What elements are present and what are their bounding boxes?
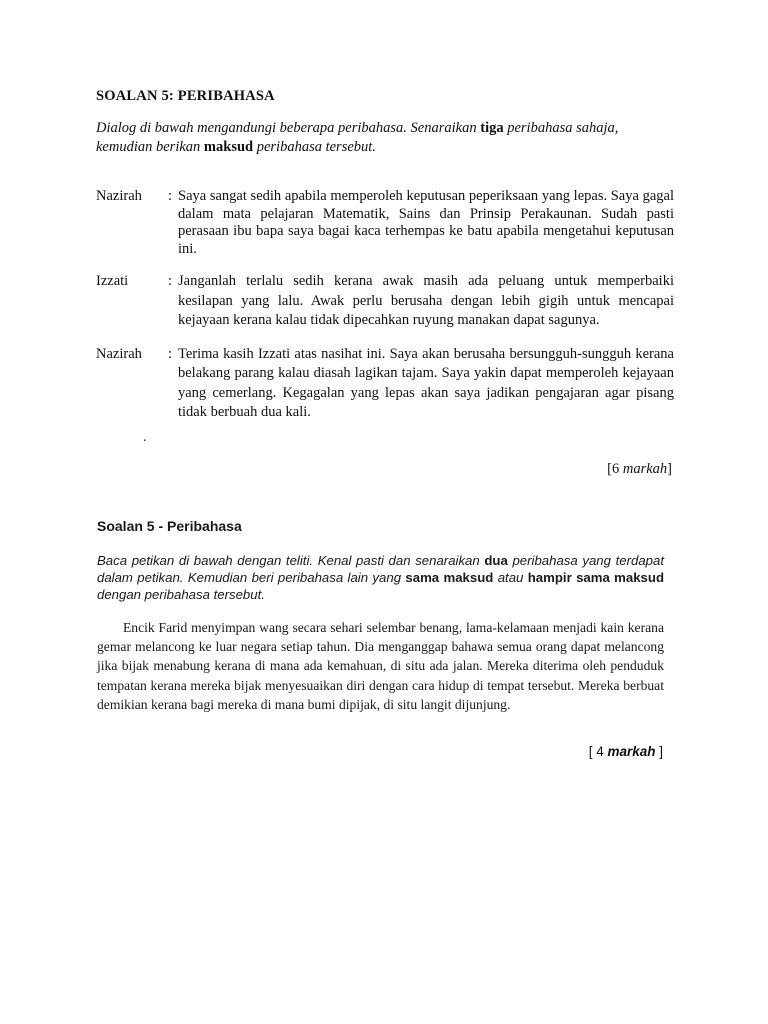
- instruction-emphasis: hampir sama maksud: [527, 570, 664, 585]
- instruction-text: peribahasa sahaja, kemudian berikan: [96, 120, 619, 155]
- dialog-line: [96, 345, 674, 423]
- instruction-emphasis: tiga: [480, 120, 504, 136]
- marks-word: markah: [607, 744, 656, 759]
- speaker-colon: :: [168, 273, 173, 289]
- question-section-1: [96, 88, 674, 437]
- speaker-name: Nazirah: [96, 345, 142, 362]
- instruction-emphasis: dua: [484, 553, 508, 568]
- instruction-emphasis: maksud: [203, 139, 254, 155]
- instruction-text: dengan peribahasa tersebut.: [97, 587, 265, 602]
- marks-label: [589, 744, 663, 759]
- marks-bracket: [ 4: [588, 744, 608, 759]
- question-section-2: [97, 518, 664, 714]
- dialog-text: Janganlah terlalu sedih kerana awak masih ada peluang untuk memperbaiki kesilapan yang lalu. Awak perlu berusaha dengan lebih gigih untuk mencapai kejayaan kerana kalau tidak dipecahkan ruyung manakan dapat sagunya.: [178, 273, 674, 328]
- speaker-colon: :: [168, 345, 173, 362]
- dialog-text: Terima kasih Izzati atas nasihat ini. Saya akan berusaha bersungguh-sungguh kerana belakang parang kalau diasah lagikan tajam. Saya yakin dapat memperoleh kejayaan yang cemerlang. Kegagalan yang lepas akan saya jadikan pengajaran agar pisang tidak berbuah dua kali.: [178, 345, 674, 420]
- question-title: SOALAN 5: PERIBAHASA: [96, 88, 275, 104]
- question-title: Soalan 5 - Peribahasa: [97, 518, 242, 534]
- marks-bracket: ]: [667, 461, 672, 477]
- dialog-line: [96, 272, 674, 331]
- marks-word: markah: [622, 461, 668, 477]
- dialog-line: [96, 188, 674, 258]
- marks-label: [607, 461, 672, 478]
- passage-text: Encik Farid menyimpan wang secara sehari selembar benang, lama-kelamaan menjadi kain kerana gemar melancong ke luar negara setiap tahun. Dia menganggap bahawa semua orang dapat melancong jika bijak menabung kerana di mana ada kemahuan, di situ ada jalan. Mereka diterima oleh penduduk tempatan kerana mereka bijak menyesuaikan diri dengan cara hidup di tempat tersebut. Mereka berbuat demikian kerana bagi mereka di mana bumi dipijak, di situ langit dijunjung.: [97, 620, 664, 712]
- instruction-emphasis: sama maksud: [405, 570, 494, 585]
- speaker-name: Nazirah: [96, 188, 142, 204]
- speaker-name: Izzati: [96, 273, 129, 289]
- marks-bracket: ]: [655, 744, 663, 759]
- instruction-text: Baca petikan di bawah dengan teliti. Kenal pasti dan senaraikan: [97, 553, 485, 568]
- instruction-text: atau: [493, 570, 528, 585]
- instruction-text: peribahasa tersebut.: [253, 139, 376, 155]
- stray-mark: .: [143, 430, 147, 445]
- dialog-text: Saya sangat sedih apabila memperoleh keputusan peperiksaan yang lepas. Saya gagal dalam mata pelajaran Matematik, Sains dan Prinsip Perakaunan. Sudah pasti perasaan ibu bapa saya bagai kaca terhempas ke batu apabila mengetahui keputusan ini.: [178, 188, 674, 257]
- marks-bracket: [6: [607, 461, 623, 477]
- dialog: [96, 188, 674, 423]
- question-instruction: [97, 552, 664, 603]
- question-instruction: [96, 119, 674, 157]
- speaker-colon: :: [168, 188, 173, 204]
- instruction-text: peribahasa yang terdapat dalam petikan. Kemudian beri peribahasa lain yang: [97, 553, 665, 585]
- instruction-text: Dialog di bawah mengandungi beberapa peribahasa. Senaraikan: [96, 120, 481, 136]
